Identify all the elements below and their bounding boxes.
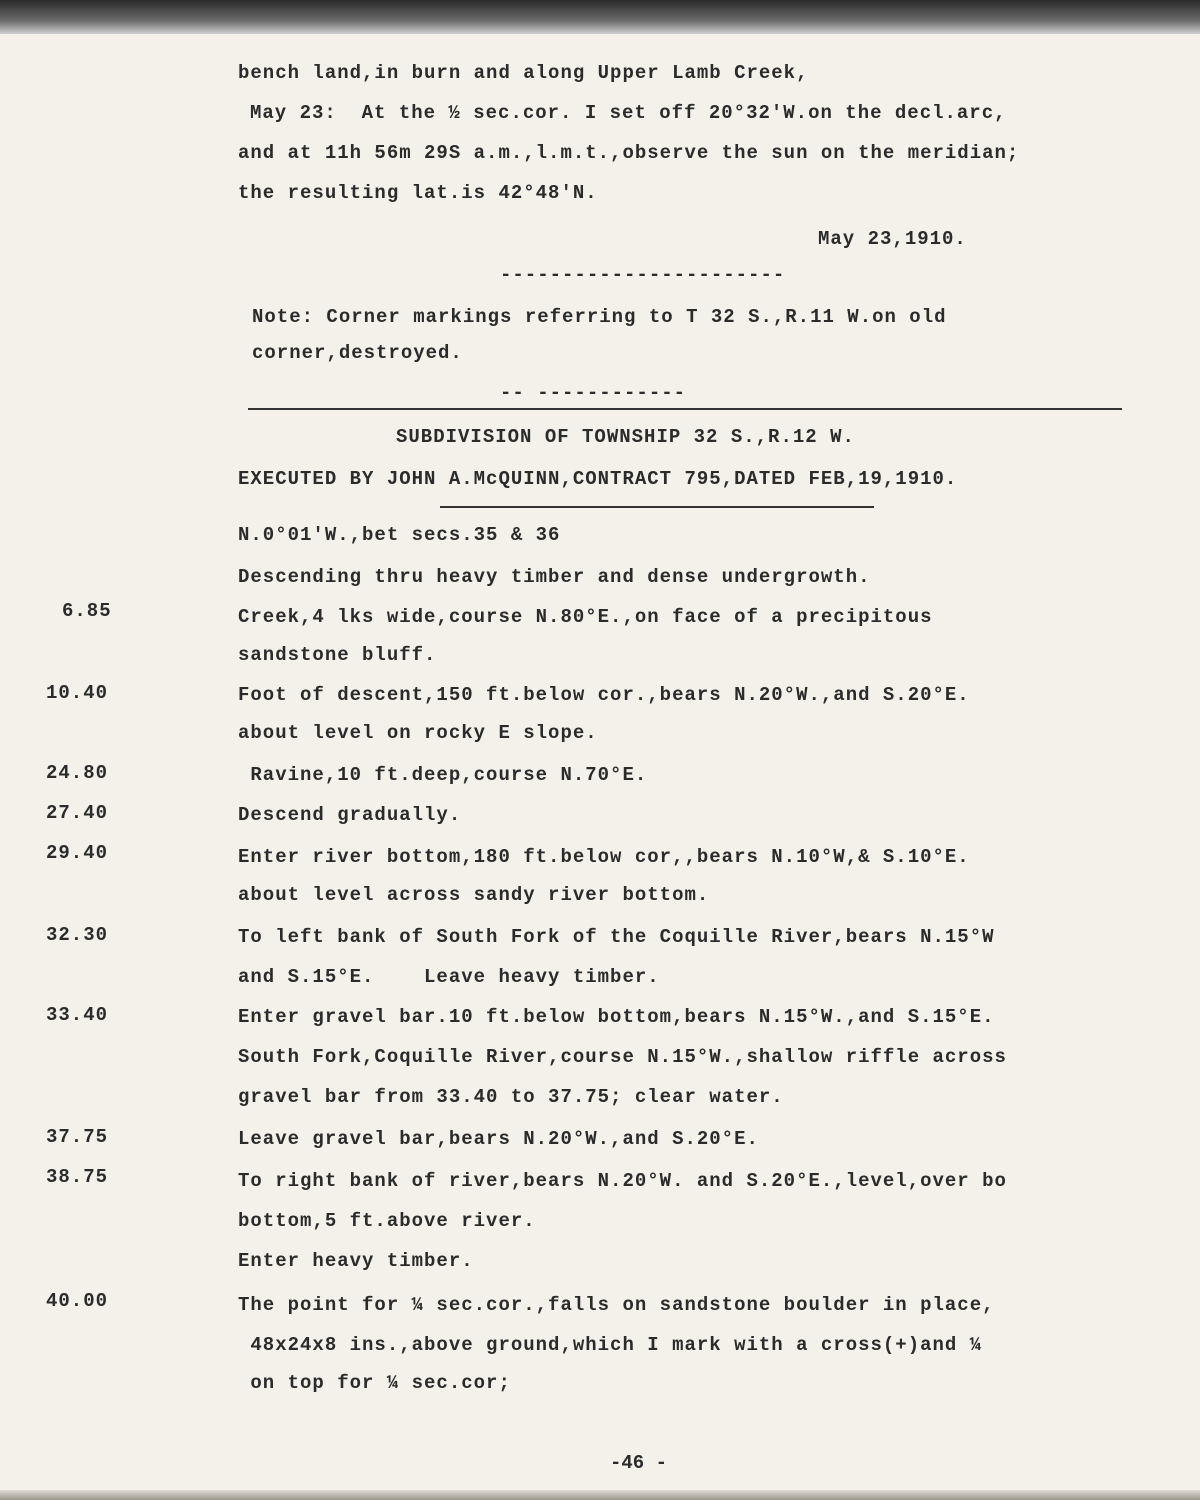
scan-top-edge: [0, 0, 1200, 34]
line-heading: N.0°01'W.,bet secs.35 & 36: [238, 524, 561, 546]
entry-text: Descend gradually.: [238, 804, 462, 826]
entry-text: Creek,4 lks wide,course N.80°E.,on face of a precipitous: [238, 606, 933, 628]
entry-chain: 33.40: [46, 1004, 109, 1026]
entry-chain: 40.00: [46, 1290, 109, 1312]
separator: -----------------------: [500, 264, 786, 286]
intro-line: bench land,in burn and along Upper Lamb Creek,: [238, 62, 809, 84]
entry-chain: 10.40: [46, 682, 109, 704]
entry-text: about level on rocky E slope.: [238, 722, 598, 744]
entry-chain: 37.75: [46, 1126, 109, 1148]
intro-line: and at 11h 56m 29S a.m.,l.m.t.,observe the sun on the meridian;: [238, 142, 1020, 164]
entry-text: Foot of descent,150 ft.below cor.,bears N.20°W.,and S.20°E.: [238, 684, 970, 706]
entry-text: Enter river bottom,180 ft.below cor,,bears N.10°W,& S.10°E.: [238, 846, 970, 868]
entry-text: Leave gravel bar,bears N.20°W.,and S.20°E.: [238, 1128, 759, 1150]
intro-line: the resulting lat.is 42°48'N.: [238, 182, 598, 204]
entry-chain: 32.30: [46, 924, 109, 946]
entry-text: Descending thru heavy timber and dense undergrowth.: [238, 566, 871, 588]
entry-text: To left bank of South Fork of the Coquille River,bears N.15°W: [238, 926, 995, 948]
entry-text: on top for ¼ sec.cor;: [238, 1372, 511, 1394]
entry-text: and S.15°E. Leave heavy timber.: [238, 966, 660, 988]
scan-bottom-edge: [0, 1490, 1200, 1500]
entry-text: South Fork,Coquille River,course N.15°W.,shallow riffle across: [238, 1046, 1007, 1068]
entry-chain: 6.85: [62, 600, 112, 622]
note-line: corner,destroyed.: [252, 342, 463, 364]
entry-text: The point for ¼ sec.cor.,falls on sandstone boulder in place,: [238, 1294, 995, 1316]
entry-text: Ravine,10 ft.deep,course N.70°E.: [238, 764, 648, 786]
section-subtitle: EXECUTED BY JOHN A.McQUINN,CONTRACT 795,DATED FEB,19,1910.: [238, 468, 958, 490]
entry-chain: 27.40: [46, 802, 109, 824]
entry-text: sandstone bluff.: [238, 644, 437, 666]
entry-text: 48x24x8 ins.,above ground,which I mark with a cross(+)and ¼: [238, 1334, 983, 1356]
entry-text: To right bank of river,bears N.20°W. and S.20°E.,level,over bo: [238, 1170, 1007, 1192]
entry-chain: 38.75: [46, 1166, 109, 1188]
page-number: -46 -: [610, 1452, 668, 1474]
entry-text: bottom,5 ft.above river.: [238, 1210, 536, 1232]
note-line: Note: Corner markings referring to T 32 S.,R.11 W.on old: [252, 306, 947, 328]
entry-text: about level across sandy river bottom.: [238, 884, 710, 906]
horizontal-rule: [440, 506, 874, 508]
section-title: SUBDIVISION OF TOWNSHIP 32 S.,R.12 W.: [396, 426, 855, 448]
separator: -- ------------: [500, 382, 687, 404]
entry-chain: 24.80: [46, 762, 109, 784]
entry-text: Enter gravel bar.10 ft.below bottom,bears N.15°W.,and S.15°E.: [238, 1006, 995, 1028]
intro-line: May 23: At the ½ sec.cor. I set off 20°32'W.on the decl.arc,: [250, 102, 1007, 124]
entry-text: Enter heavy timber.: [238, 1250, 474, 1272]
horizontal-rule: [248, 408, 1122, 410]
entry-chain: 29.40: [46, 842, 109, 864]
entry-text: gravel bar from 33.40 to 37.75; clear water.: [238, 1086, 784, 1108]
date: May 23,1910.: [818, 228, 967, 250]
